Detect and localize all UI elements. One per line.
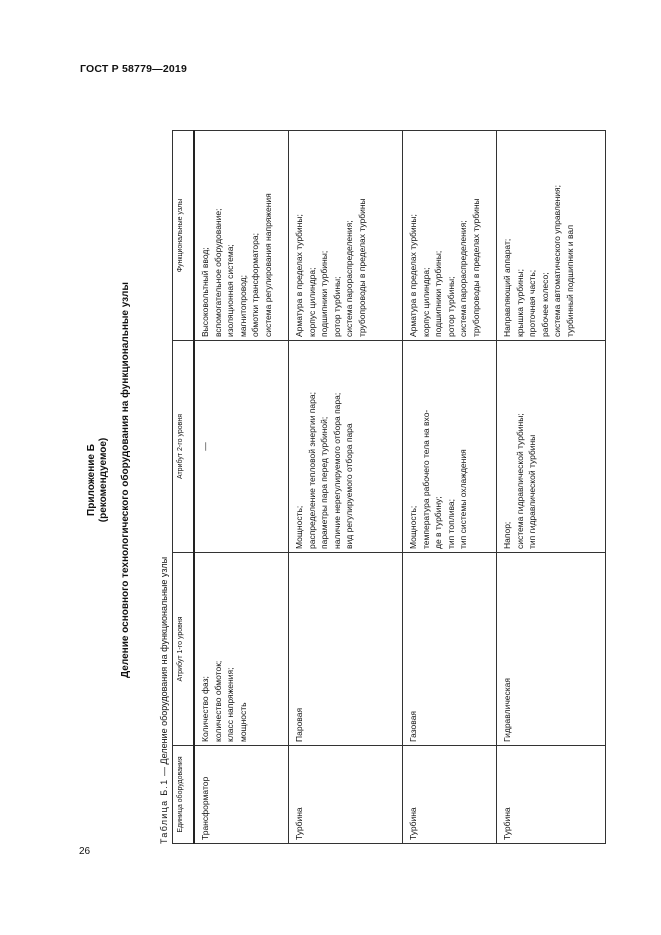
cell-line: система регулирования напряжения [262, 193, 273, 337]
cell-line: количество обмоток; [212, 660, 223, 742]
cell-line: Газовая [408, 710, 418, 742]
page-number: 26 [79, 846, 91, 857]
cell-line: крышка турбины; [514, 268, 525, 337]
equipment-table [172, 130, 606, 844]
cell-line: Арматура в пределах турбины; [408, 214, 418, 337]
cell-line: мощность [237, 702, 248, 742]
table-row [289, 131, 403, 844]
cell-attr1 [403, 553, 497, 746]
cell-line: трубопроводы в пределах турбины [470, 198, 481, 337]
cell-attr2 [403, 341, 497, 553]
header-attribute-level-2: Атрибут 2-го уровня [173, 341, 195, 553]
cell-line: изоляционная система; [225, 244, 235, 337]
cell-attr2 [289, 341, 403, 553]
cell-line: обмотки трансформатора; [250, 233, 260, 337]
cell-unit [289, 746, 403, 844]
cell-line: подшипники турбины; [319, 250, 329, 337]
cell-line: Направляющий аппарат; [502, 238, 512, 337]
rotated-page-content [72, 100, 575, 860]
cell-line: проточная часть; [527, 269, 537, 337]
cell-line: Гидравлическая [502, 678, 512, 742]
cell-line: Паровая [294, 707, 304, 742]
cell-line: Количество фаз; [200, 676, 210, 742]
cell-line: — [200, 442, 210, 451]
cell-line: система парораспределения; [458, 220, 468, 337]
cell-nodes [403, 131, 497, 341]
cell-line: Турбина [294, 807, 304, 840]
cell-line: Мощность; [294, 505, 304, 549]
table-row [497, 131, 606, 844]
cell-line: Турбина [502, 807, 512, 840]
section-title: Деление основного технологического оборудования на функциональные узлы [120, 282, 131, 678]
cell-line: рабочее колесо; [539, 272, 550, 337]
cell-line: де в турбину; [433, 496, 443, 549]
cell-attr2 [497, 341, 606, 553]
table-row [194, 131, 289, 844]
cell-line: параметры пара перед турбиной; [319, 416, 329, 549]
header-functional-nodes: Функциональные узлы [173, 131, 195, 341]
cell-line: класс напряжения; [225, 667, 235, 742]
cell-line: тип топлива; [445, 499, 456, 549]
annex-title: Приложение Б [86, 444, 97, 516]
cell-nodes [289, 131, 403, 341]
annex-status: (рекомендуемое) [98, 437, 109, 523]
cell-line: тип системы охлаждения [458, 449, 468, 549]
cell-line: магнитопровод; [237, 275, 248, 337]
cell-line: Напор; [502, 521, 512, 549]
cell-line: система автоматического управления; [552, 185, 562, 337]
cell-nodes [497, 131, 606, 341]
table-caption-label: Таблица Б.1 [159, 778, 169, 844]
cell-attr1 [194, 553, 289, 746]
cell-attr2 [194, 341, 289, 553]
cell-line: вспомогательное оборудование; [212, 208, 223, 337]
cell-line: температура рабочего тела на вхо- [420, 409, 431, 549]
cell-line: Турбина [408, 807, 418, 840]
cell-line: система гидравлической турбины; [514, 413, 525, 549]
document-code: ГОСТ Р 58779—2019 [80, 63, 188, 75]
cell-line: Арматура в пределах турбины; [294, 214, 304, 337]
cell-line: подшипники турбины; [433, 250, 443, 337]
table-row [403, 131, 497, 844]
table-caption-text: — Деление оборудования на функциональные узлы [159, 556, 169, 779]
table-caption [159, 557, 169, 844]
cell-attr1 [289, 553, 403, 746]
cell-unit [403, 746, 497, 844]
cell-line: ротор турбины; [445, 276, 456, 337]
cell-nodes [194, 131, 289, 341]
cell-unit [497, 746, 606, 844]
cell-unit [194, 746, 289, 844]
cell-line: Высоковольтный ввод; [200, 247, 210, 337]
cell-line: распределение тепловой энергии пара; [306, 392, 317, 549]
cell-line: система парораспределения; [344, 220, 354, 337]
cell-line: Трансформатор [200, 776, 210, 840]
cell-line: вид регулируемого отбора пара [344, 423, 354, 549]
cell-attr1 [497, 553, 606, 746]
cell-line: Мощность; [408, 505, 418, 549]
cell-line: наличие нерегулируемого отбора пара; [331, 392, 342, 549]
cell-line: корпус цилиндра; [420, 267, 431, 337]
cell-line: тип гидравлической турбины [527, 434, 537, 549]
cell-line: корпус цилиндра; [306, 267, 317, 337]
header-attribute-level-1: Атрибут 1-го уровня [173, 553, 195, 746]
cell-line: турбинный подшипник и вал [564, 224, 575, 337]
cell-line: ротор турбины; [331, 276, 342, 337]
cell-line: трубопроводы в пределах турбины [356, 198, 367, 337]
header-equipment-unit: Единица оборудования [173, 746, 195, 844]
table-header-row [173, 131, 195, 844]
